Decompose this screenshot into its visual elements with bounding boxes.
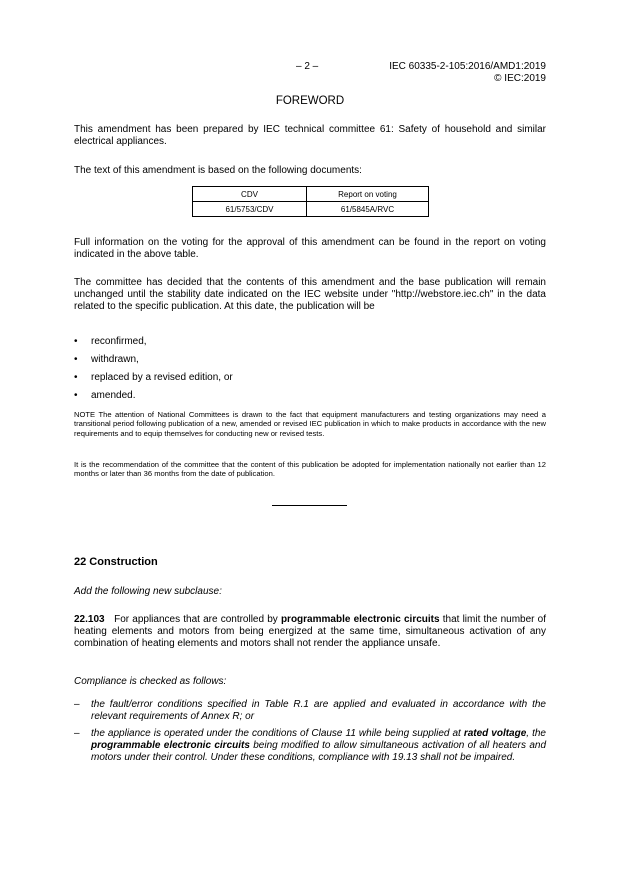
page-number: – 2 – [296,61,319,72]
committee-decision-paragraph: The committee has decided that the contents of this amendment and the base publication will remain unchanged until the stability date indicated on the IEC website under "http://webstore.iec.ch" in the data related to the specific publication. At this date, the publication will be [74,277,546,312]
section-heading: 22 Construction [74,556,158,568]
note-paragraph: NOTE The attention of National Committees is drawn to the fact that equipment manufacturers and testing organizations may need a transitional period following publication of a new, amended or revised IEC publication in which to make products in accordance with the new requirements and to equip themselves for conducting new or revised tests. [74,410,546,438]
clause-number: 22.103 [74,614,105,625]
dash-marker: – [74,728,80,739]
list-item: • reconfirmed, [74,336,147,347]
clause-22-103: 22.103 For appliances that are controlled by programmable electronic circuits that limit the number of heating elements and motors from being energized at the same time, simultaneous activation of any combination of heating elements and motors shall not render the appliance unsafe. [74,614,546,649]
table-cell: 61/5753/CDV [193,202,307,217]
dash-marker: – [74,699,80,710]
table-header-cell: CDV [193,187,307,202]
foreword-title: FOREWORD [275,95,345,107]
table-header-cell: Report on voting [307,187,429,202]
based-on-paragraph: The text of this amendment is based on the following documents: [74,165,362,176]
intro-paragraph: This amendment has been prepared by IEC technical committee 61: Safety of household and similar electrical appliances. [74,124,546,147]
list-item: • amended. [74,390,136,401]
bullet-icon: • [74,390,78,401]
table-cell: 61/5845A/RVC [307,202,429,217]
list-item: • replaced by a revised edition, or [74,372,233,383]
table-row [193,202,429,217]
table-header-row [193,187,429,202]
bullet-icon: • [74,354,78,365]
copyright: © IEC:2019 [494,73,546,84]
full-info-paragraph: Full information on the voting for the approval of this amendment can be found in the report on voting indicated in the above table. [74,237,546,260]
defined-term: rated voltage [463,728,527,739]
bullet-icon: • [74,336,78,347]
standard-id: IEC 60335-2-105:2016/AMD1:2019 [389,61,546,72]
defined-term: programmable electronic circuits [280,614,440,625]
compliance-intro: Compliance is checked as follows: [74,676,227,687]
list-item: – the fault/error conditions specified in Table R.1 are applied and evaluated in accordance with the relevant requirements of Annex R; or [74,699,546,722]
recommendation-paragraph: It is the recommendation of the committee that the content of this publication be adopted for implementation nationally not earlier than 12 months or later than 36 months from the date of publication. [74,460,546,479]
instruction-text: Add the following new subclause: [74,586,222,597]
defined-term: programmable electronic circuits [91,740,250,751]
list-item: – the appliance is operated under the conditions of Clause 11 while being supplied at rated voltage, the programmable electronic circuits being modified to allow simultaneous activation of all heaters and motors under their control. Under these conditions, compliance with 19.13 shall not be impaired. [74,728,546,763]
bullet-icon: • [74,372,78,383]
list-item: • withdrawn, [74,354,139,365]
section-divider [272,505,347,506]
voting-table [192,186,429,217]
